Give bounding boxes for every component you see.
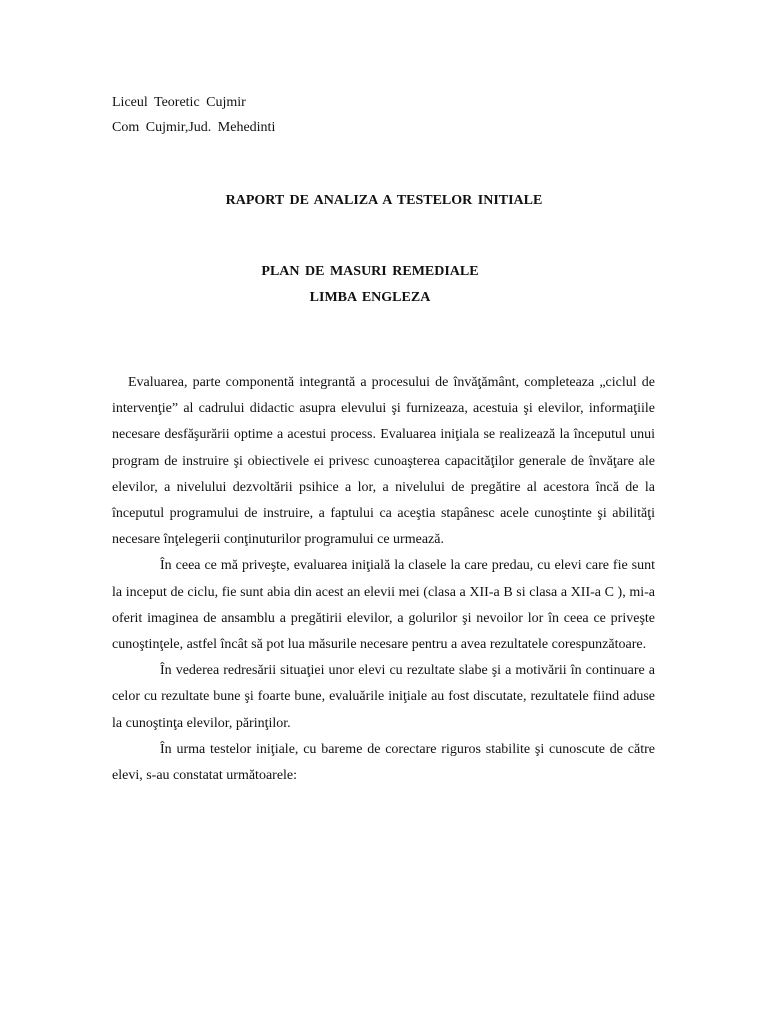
school-header: [112, 90, 275, 140]
paragraph-remediation: În vederea redresării situaţiei unor elevi cu rezultate slabe şi a motivării în continuare a celor cu rezultate bune şi foarte bune, evaluările iniţiale au fost discutate, rezultatele fiind aduse la cunoştinţa elevilor, părinţilor.: [112, 663, 655, 731]
report-body: [112, 370, 655, 789]
school-address: Com Cujmir,Jud. Mehedinti: [112, 120, 276, 135]
plan-title: PLAN DE MASURI REMEDIALE: [261, 264, 479, 279]
paragraph-initial-evaluation: În ceea ce mă priveşte, evaluarea iniţială la clasele la care predau, cu elevi care fie sunt la inceput de ciclu, fie sunt abia din acest an elevii mei (clasa a XII-a B si clasa a XII-a C ), mi-a oferit imaginea de ansamblu a pregătirii elevilor, a golurilor şi nevoilor lor în ceea ce priveşte cunoştinţele, astfel încât să pot lua măsurile necesare pentru a avea rezultatele corespunzătoare.: [112, 558, 655, 653]
school-name: Liceul Teoretic Cujmir: [112, 95, 246, 110]
report-title: RAPORT DE ANALIZA A TESTELOR INITIALE: [225, 193, 543, 208]
paragraph-findings-intro: În urma testelor iniţiale, cu bareme de corectare riguros stabilite şi cunoscute de către elevi, s-au constatat următoarele:: [112, 741, 655, 784]
subject-title: LIMBA ENGLEZA: [309, 290, 431, 305]
paragraph-evaluation-intro: Evaluarea, parte componentă integrantă a procesului de învăţământ, completeaza „ciclul de intervenţie” al cadrului didactic asupra elevului şi furnizeaza, acestuia şi elevilor, informaţiile necesare desfăşurării optime a acestui process. Evaluarea iniţiala se realizează la începutul unui program de instruire şi obiectivele ei privesc cunoaşterea capacităţilor generale de învăţare ale elevilor, a nivelului dezvoltării psihice a lor, a nivelului de pregătire al acestora încă de la începutul programului de instruire, a faptului ca aceştia stapânesc acele cunoştinte şi abilităţi necesare înţelegerii conţinuturilor programului ce urmează.: [112, 375, 655, 548]
